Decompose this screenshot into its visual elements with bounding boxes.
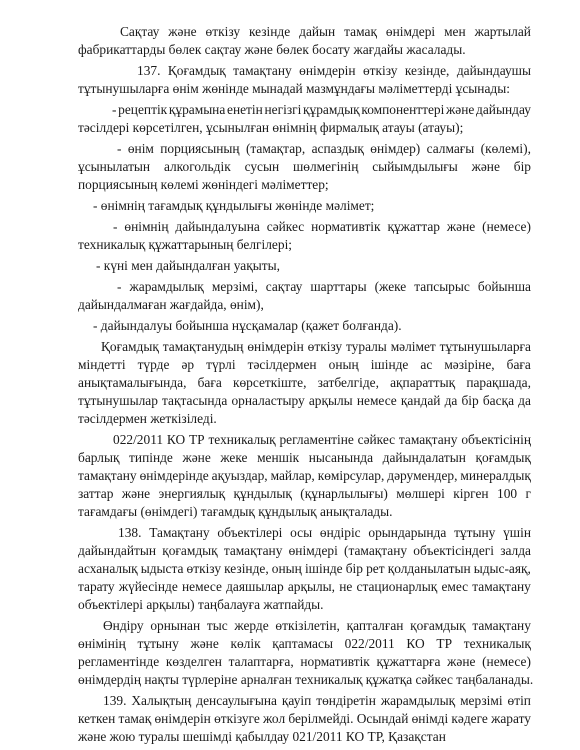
text-line: фабрикаттарды бөлек сақтау және бөлек босату жағдайы жасалады.: [78, 42, 466, 57]
text-line: міндетті түрде әр түрлі тәсілдермен оның ішінде ас мәзірінe, бағa: [78, 357, 531, 372]
text-line: Қоғамдық тамақтанудың өнімдерін өткізу туралы мәлімет тұтынушыларға: [101, 339, 531, 354]
text-line: техникалық құжаттарының белгілері;: [78, 237, 293, 252]
text-line: және жою туралы шешімді қабылдау 021/2011 КО ТР, Қазақстан: [78, 729, 446, 744]
text-line: тамақтану өнімдерінде ақуыздар, майлар, көмірсулар, дәрумендер, минералдық: [78, 468, 531, 483]
text-line: тарату жүйесінде немесе даяшылар арқылы, не стационарлық емес тамақтану: [78, 579, 531, 594]
text-line: - өнімнің дайындалуына сәйкес нормативтік құжаттар және (немесе): [113, 219, 531, 234]
text-line: - күні мен дайындалған уақыты,: [96, 258, 280, 273]
text-line: дайындалмаған жағдайда, өнім),: [78, 297, 264, 312]
text-line: регламентінде көзделген талаптарға, нормативтік құжаттарға және (немесе): [78, 654, 531, 669]
text-line: 022/2011 КО ТР техникалық регламентіне сәйкес тамақтану объектісінің: [113, 432, 531, 447]
text-line: - жарамдылық мерзімі, сақтау шарттары (жеке тапсырыс бойынша: [117, 279, 531, 294]
text-line: тәсілдермен жеткізіледі.: [78, 411, 217, 426]
text-line: - өнім порциясының (тамақтар, аспаздық өнімдер) салмағы (көлемі),: [117, 141, 531, 156]
text-line: тұтынушыларға өнім жөнінде мынадай мазмұндағы мәліметтерді ұсынады:: [78, 81, 510, 96]
text-line: анықтамалығында, баға көрсеткіште, затбелгіде, ақпараттық парақшада,: [78, 375, 531, 390]
text-line: - рецептік құрамына енетін негізгі құрамдық компоненттері және дайындау: [112, 102, 531, 117]
text-line: заттар және энергиялық құндылық (құнарлылығы) мөлшері кірген 100 г: [78, 486, 531, 501]
text-line: кеткен тамақ өнімдерін өткізуге жол берілмейді. Осындай өнімді кәдеге жарату: [78, 711, 531, 726]
text-line: - дайындалуы бойынша нұсқамалар (қажет болғанда).: [93, 318, 402, 333]
text-line: тәсілдері көрсетілген, ұсынылған өнімнің фирмалық атауы (атауы);: [78, 120, 464, 135]
text-line: порциясының көлемі жөніндегі мәліметтер;: [78, 177, 329, 192]
text-line: - өнімнің тағамдық құндылығы жөнінде мәлімет;: [93, 198, 375, 213]
text-line: асханалық ыдыста өткізу кезінде, оның ішінде бір рет қолданылатын ыдыс-аяқ,: [78, 561, 531, 576]
text-line: объектілері арқылы) таңбалауға жатпайды.: [78, 597, 324, 612]
text-line: тағамдағы (өнімдегі) тағамдық құндылық анықталады.: [78, 504, 393, 519]
text-line: Сақтау және өткізу кезінде дайын тамақ өнімдері мен жартылай: [120, 24, 531, 39]
text-line: 138. Тамақтану объектілері осы өндіріс орындарында тұтыну үшін: [118, 525, 531, 540]
text-line: ұсынылатын алкогольдік сусын шөлмегінің сыйымдылығы және бір: [78, 159, 531, 174]
text-line: Өндіру орнынан тыс жерде өткізілетін, қапталған қоғамдық тамақтану: [103, 618, 531, 633]
text-line: тұтынушылар тақтасында орналастыру арқылы немесе қандай да бір басқа да: [78, 393, 531, 408]
text-line: дайындайтын қоғамдық тамақтану өнімдері (тамақтану объектісіндегі залда: [78, 543, 531, 558]
text-line: 139. Халықтың денсаулығына қауіп төндіретін жарамдылық мерзімі өтіп: [103, 693, 531, 708]
text-line: 137. Қоғамдық тамақтану өнімдерін өткізу кезінде, дайындаушы: [137, 63, 531, 78]
text-line: өнімінің тұтыну және көлік қаптамасы 022/2011 КО ТР техникалық: [78, 636, 531, 651]
text-line: барлық типінде және жеке меншік нысанында дайындалатын қоғамдық: [78, 450, 531, 465]
text-line: өнімдердің нақты түрлеріне арналған техникалық құжатқа сәйкес таңбаланады.: [78, 672, 534, 687]
